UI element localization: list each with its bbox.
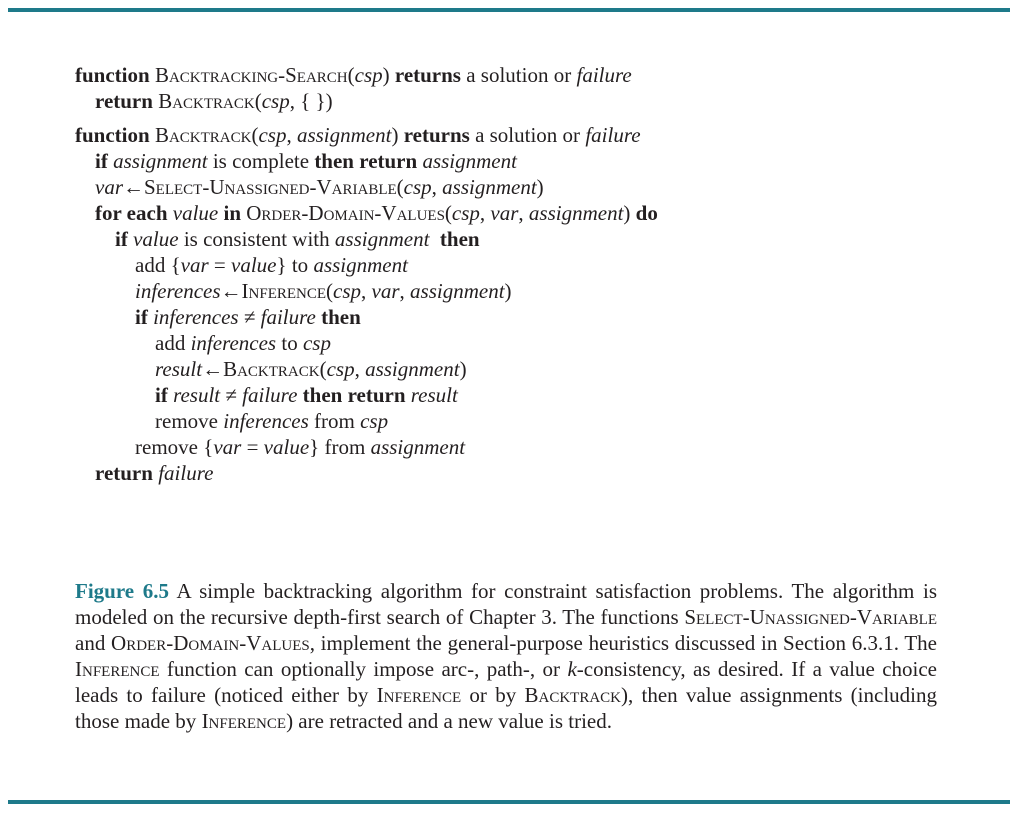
- text: remove: [135, 435, 198, 459]
- text: add: [135, 253, 166, 277]
- variable: failure: [158, 461, 214, 485]
- keyword: function: [75, 123, 150, 147]
- variable: k: [567, 657, 577, 681]
- punct: ,: [518, 201, 524, 225]
- punct: ): [382, 63, 390, 87]
- variable: csp: [261, 89, 290, 113]
- variable: assignment: [296, 123, 392, 147]
- function-name: Order-Domain-Values: [246, 201, 445, 225]
- line-9: [135, 278, 512, 304]
- text: a solution or: [466, 63, 572, 87]
- function-name: Select-Unassigned-Variable: [684, 605, 937, 629]
- keyword: returns: [394, 63, 461, 87]
- function-name: Inference: [376, 683, 462, 707]
- punct: (: [319, 357, 327, 381]
- line-3: [75, 122, 641, 148]
- neq-symbol: ≠: [225, 383, 237, 407]
- variable: inferences: [223, 409, 309, 433]
- line-16: [95, 460, 213, 486]
- function-name: Backtracking-Search: [154, 63, 348, 87]
- arrow: ←: [220, 279, 242, 303]
- variable: inferences: [135, 279, 221, 303]
- variable: inferences: [190, 331, 277, 355]
- line-5: [95, 174, 544, 200]
- variable: assignment: [528, 201, 624, 225]
- variable: value: [172, 201, 219, 225]
- keyword: return: [347, 383, 406, 407]
- punct: ): [504, 279, 512, 303]
- text: to: [281, 331, 298, 355]
- line-4: [95, 148, 517, 174]
- variable: assignment: [365, 357, 460, 381]
- bottom-rule: [8, 800, 1010, 804]
- variable: failure: [576, 63, 632, 87]
- punct: ): [623, 201, 631, 225]
- keyword: in: [223, 201, 242, 225]
- figure-label: Figure 6.5: [75, 579, 169, 603]
- punct: =: [241, 435, 264, 459]
- variable: csp: [302, 331, 331, 355]
- variable: failure: [260, 305, 316, 329]
- caption-text: function can optionally impose arc-, path-, or: [159, 657, 568, 681]
- variable: csp: [354, 63, 383, 87]
- variable: result: [155, 357, 203, 381]
- caption-text: , implement the general-purpose heuristics discussed in Section 6.3.1. The: [309, 631, 937, 655]
- caption-text: and: [75, 631, 112, 655]
- keyword: returns: [403, 123, 470, 147]
- caption-text: ), then value assignments (including those made by: [75, 683, 938, 733]
- variable: var: [95, 175, 123, 199]
- function-name: Backtrack: [223, 357, 320, 381]
- function-name: Backtrack: [524, 683, 621, 707]
- arrow: ←: [202, 357, 224, 381]
- punct: ): [325, 89, 333, 113]
- variable: assignment: [370, 435, 466, 459]
- text: from: [314, 409, 355, 433]
- line-7: [115, 226, 480, 252]
- punct: (: [326, 279, 334, 303]
- punct: (: [444, 201, 452, 225]
- text: to: [291, 253, 309, 277]
- punct: (: [251, 123, 259, 147]
- text: is complete: [212, 149, 310, 173]
- function-name: Inference: [241, 279, 327, 303]
- variable: value: [263, 435, 310, 459]
- function-name: Backtrack: [154, 123, 252, 147]
- variable: result: [410, 383, 458, 407]
- function-name: Inference: [201, 709, 287, 733]
- punct: =: [208, 253, 232, 277]
- variable: assignment: [422, 149, 517, 173]
- variable: value: [231, 253, 277, 277]
- function-name: Backtrack: [158, 89, 255, 113]
- punct: ,: [286, 123, 292, 147]
- line-11: [155, 330, 331, 356]
- keyword: then: [302, 383, 343, 407]
- punct: }: [309, 435, 320, 459]
- variable: var: [180, 253, 209, 277]
- arrow: ←: [123, 175, 144, 199]
- empty-set: { }: [300, 89, 326, 113]
- text: is consistent with: [183, 227, 330, 251]
- variable: inferences: [153, 305, 239, 329]
- neq-symbol: ≠: [243, 305, 256, 329]
- keyword: for each: [95, 201, 168, 225]
- variable: value: [133, 227, 179, 251]
- punct: ,: [289, 89, 295, 113]
- keyword: if: [95, 149, 108, 173]
- variable: var: [490, 201, 519, 225]
- punct: (: [396, 175, 404, 199]
- variable: csp: [326, 357, 355, 381]
- line-1: [75, 62, 632, 88]
- punct: ,: [361, 279, 367, 303]
- variable: assignment: [113, 149, 208, 173]
- line-13: [155, 382, 458, 408]
- variable: var: [371, 279, 400, 303]
- punct: {: [203, 435, 214, 459]
- figure-caption: [75, 578, 937, 734]
- function-name: Inference: [75, 657, 160, 681]
- punct: ,: [399, 279, 405, 303]
- keyword: if: [115, 227, 128, 251]
- variable: csp: [360, 409, 389, 433]
- keyword: function: [75, 63, 150, 87]
- text: add: [155, 331, 186, 355]
- variable: csp: [333, 279, 362, 303]
- variable: failure: [242, 383, 298, 407]
- punct: ,: [431, 175, 437, 199]
- punct: (: [347, 63, 355, 87]
- variable: assignment: [410, 279, 505, 303]
- punct: ,: [479, 201, 486, 225]
- variable: csp: [258, 123, 287, 147]
- caption-text: ) are retracted and a new value is tried.: [286, 709, 612, 733]
- text: from: [324, 435, 366, 459]
- variable: failure: [585, 123, 641, 147]
- keyword: return: [95, 89, 153, 113]
- function-name: Select-Unassigned-Variable: [144, 175, 397, 199]
- punct: ): [536, 175, 544, 199]
- punct: ,: [354, 357, 360, 381]
- line-6: [95, 200, 658, 226]
- keyword: then: [321, 305, 361, 329]
- line-10: [135, 304, 361, 330]
- keyword: if: [155, 383, 168, 407]
- variable: csp: [403, 175, 432, 199]
- text: a solution or: [475, 123, 581, 147]
- keyword: if: [135, 305, 148, 329]
- caption-text: or by: [461, 683, 525, 707]
- variable: assignment: [313, 253, 408, 277]
- line-2: [95, 88, 333, 114]
- variable: assignment: [442, 175, 537, 199]
- punct: }: [276, 253, 287, 277]
- keyword: return: [359, 149, 418, 173]
- keyword: then: [439, 227, 480, 251]
- line-12: [155, 356, 467, 382]
- variable: csp: [451, 201, 480, 225]
- variable: var: [213, 435, 242, 459]
- punct: ): [391, 123, 399, 147]
- keyword: do: [635, 201, 658, 225]
- keyword: then: [314, 149, 354, 173]
- punct: {: [170, 253, 181, 277]
- top-rule: [8, 8, 1010, 12]
- text: remove: [155, 409, 218, 433]
- caption-text: A simple backtracking algorithm for constraint satisfaction problems. The algorithm is modeled on the recursive depth-first search of Chapter 3. The functions: [75, 579, 937, 629]
- line-15: [135, 434, 465, 460]
- line-14: [155, 408, 388, 434]
- function-name: Order-Domain-Values: [111, 631, 310, 655]
- variable: assignment: [334, 227, 430, 251]
- keyword: return: [95, 461, 153, 485]
- punct: (: [254, 89, 262, 113]
- line-8: [135, 252, 408, 278]
- punct: ): [459, 357, 467, 381]
- caption-text: -consistency, as desired. If a value choice leads to failure (noticed either by: [75, 657, 937, 707]
- variable: result: [173, 383, 221, 407]
